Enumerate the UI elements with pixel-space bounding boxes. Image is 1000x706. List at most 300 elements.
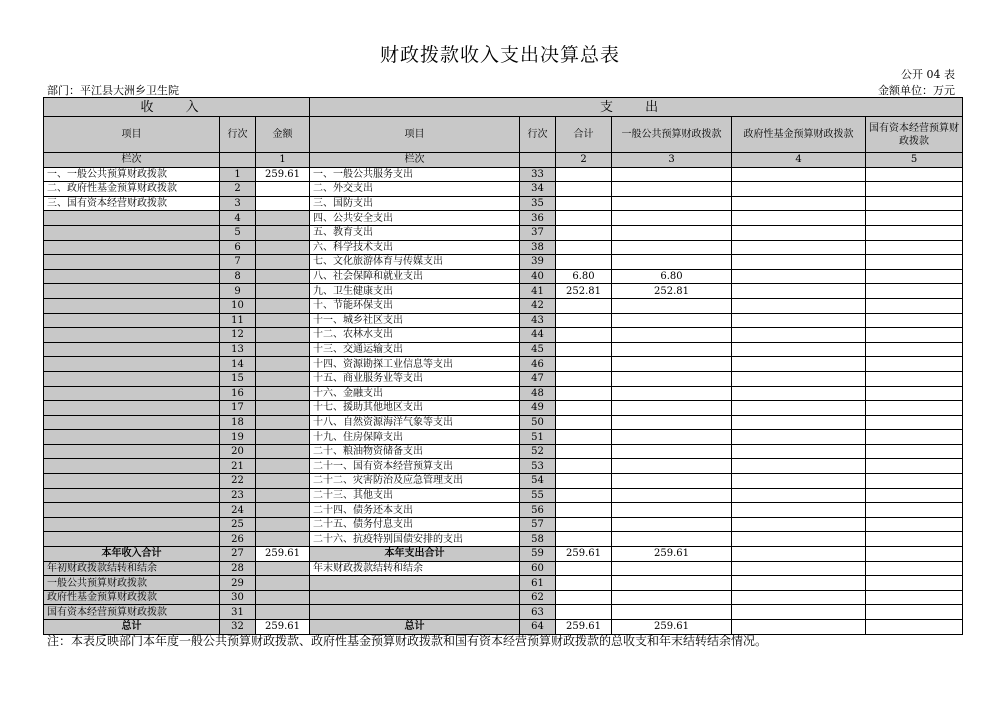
expense-state bbox=[866, 561, 963, 576]
expense-general bbox=[612, 474, 732, 489]
table-row bbox=[44, 401, 963, 416]
expense-line: 56 bbox=[520, 503, 556, 518]
table-row bbox=[44, 269, 963, 284]
expense-line: 58 bbox=[520, 532, 556, 547]
section-header-row bbox=[44, 98, 963, 117]
expense-total-label: 本年支出合计 bbox=[310, 547, 520, 562]
expense-total-state bbox=[866, 620, 963, 635]
expense-item: 二、外交支出 bbox=[310, 182, 520, 197]
income-line: 13 bbox=[220, 342, 256, 357]
table-row bbox=[44, 240, 963, 255]
expense-item: 十六、金融支出 bbox=[310, 386, 520, 401]
expense-line: 38 bbox=[520, 240, 556, 255]
expense-total bbox=[556, 590, 612, 605]
expense-total bbox=[556, 182, 612, 197]
expense-fund bbox=[732, 561, 866, 576]
expense-line: 60 bbox=[520, 561, 556, 576]
expense-total bbox=[556, 576, 612, 591]
lanci-label-left: 栏次 bbox=[44, 153, 220, 168]
expense-item: 年末财政拨款结转和结余 bbox=[310, 561, 520, 576]
expense-state bbox=[866, 415, 963, 430]
expense-state bbox=[866, 167, 963, 182]
expense-general bbox=[612, 605, 732, 620]
expense-general bbox=[612, 488, 732, 503]
income-total-line: 32 bbox=[220, 620, 256, 635]
income-amount bbox=[256, 342, 310, 357]
expense-state bbox=[866, 459, 963, 474]
income-amount bbox=[256, 488, 310, 503]
table-row bbox=[44, 415, 963, 430]
income-item bbox=[44, 386, 220, 401]
table-row bbox=[44, 298, 963, 313]
expense-line: 52 bbox=[520, 444, 556, 459]
income-amount bbox=[256, 196, 310, 211]
expense-total bbox=[556, 371, 612, 386]
expense-item: 十九、住房保障支出 bbox=[310, 430, 520, 445]
income-item bbox=[44, 459, 220, 474]
expense-fund bbox=[732, 386, 866, 401]
table-row bbox=[44, 167, 963, 182]
lanci-row bbox=[44, 153, 963, 168]
expense-state bbox=[866, 430, 963, 445]
income-line: 19 bbox=[220, 430, 256, 445]
expense-item: 六、科学技术支出 bbox=[310, 240, 520, 255]
expense-fund bbox=[732, 415, 866, 430]
income-line: 23 bbox=[220, 488, 256, 503]
expense-line: 57 bbox=[520, 517, 556, 532]
expense-line: 43 bbox=[520, 313, 556, 328]
income-line: 4 bbox=[220, 211, 256, 226]
expense-fund bbox=[732, 371, 866, 386]
header-amount: 金额 bbox=[256, 117, 310, 153]
lanci-4: 4 bbox=[732, 153, 866, 168]
page-title: 财政拨款收入支出决算总表 bbox=[379, 44, 620, 66]
income-amount bbox=[256, 211, 310, 226]
income-item bbox=[44, 532, 220, 547]
expense-item: 十二、农林水支出 bbox=[310, 328, 520, 343]
section-income: 收 入 bbox=[44, 98, 310, 117]
expense-item: 二十三、其他支出 bbox=[310, 488, 520, 503]
income-item bbox=[44, 313, 220, 328]
lanci-2: 2 bbox=[556, 153, 612, 168]
expense-item: 八、社会保障和就业支出 bbox=[310, 269, 520, 284]
expense-line: 39 bbox=[520, 255, 556, 270]
expense-fund bbox=[732, 328, 866, 343]
expense-state bbox=[866, 313, 963, 328]
expense-fund bbox=[732, 255, 866, 270]
income-line: 14 bbox=[220, 357, 256, 372]
expense-line: 45 bbox=[520, 342, 556, 357]
expense-fund bbox=[732, 342, 866, 357]
expense-fund bbox=[732, 196, 866, 211]
lanci-5: 5 bbox=[866, 153, 963, 168]
expense-total bbox=[556, 517, 612, 532]
header-exp-item: 项目 bbox=[310, 117, 520, 153]
expense-total bbox=[556, 313, 612, 328]
expense-line: 49 bbox=[520, 401, 556, 416]
expense-item: 一、一般公共服务支出 bbox=[310, 167, 520, 182]
expense-state bbox=[866, 488, 963, 503]
header-total: 合计 bbox=[556, 117, 612, 153]
table-row bbox=[44, 342, 963, 357]
income-line: 16 bbox=[220, 386, 256, 401]
expense-fund bbox=[732, 284, 866, 299]
expense-fund bbox=[732, 576, 866, 591]
income-line: 15 bbox=[220, 371, 256, 386]
income-amount bbox=[256, 357, 310, 372]
expense-state bbox=[866, 196, 963, 211]
income-item bbox=[44, 255, 220, 270]
expense-state bbox=[866, 386, 963, 401]
income-item bbox=[44, 415, 220, 430]
expense-item: 十八、自然资源海洋气象等支出 bbox=[310, 415, 520, 430]
income-item bbox=[44, 211, 220, 226]
expense-state bbox=[866, 357, 963, 372]
expense-line: 50 bbox=[520, 415, 556, 430]
expense-general bbox=[612, 357, 732, 372]
expense-item: 五、教育支出 bbox=[310, 225, 520, 240]
income-item bbox=[44, 444, 220, 459]
expense-state bbox=[866, 328, 963, 343]
expense-fund bbox=[732, 430, 866, 445]
income-line: 1 bbox=[220, 167, 256, 182]
income-amount bbox=[256, 532, 310, 547]
expense-item bbox=[310, 576, 520, 591]
expense-general bbox=[612, 415, 732, 430]
income-line: 20 bbox=[220, 444, 256, 459]
income-amount bbox=[256, 517, 310, 532]
income-amount bbox=[256, 328, 310, 343]
expense-total bbox=[556, 503, 612, 518]
expense-total bbox=[556, 430, 612, 445]
expense-total-fund bbox=[732, 547, 866, 562]
expense-general bbox=[612, 196, 732, 211]
table-row bbox=[44, 196, 963, 211]
expense-general bbox=[612, 444, 732, 459]
expense-line: 63 bbox=[520, 605, 556, 620]
expense-general bbox=[612, 328, 732, 343]
unit-label: 金额单位：万元 bbox=[878, 84, 955, 97]
expense-line: 47 bbox=[520, 371, 556, 386]
expense-general bbox=[612, 255, 732, 270]
table-row bbox=[44, 328, 963, 343]
footnote: 注：本表反映部门本年度一般公共预算财政拨款、政府性基金预算财政拨款和国有资本经营预算财政拨款的总收支和年末结转结余情况。 bbox=[47, 634, 768, 648]
header-state: 国有资本经营预算财政拨款 bbox=[866, 117, 963, 153]
expense-item: 十三、交通运输支出 bbox=[310, 342, 520, 357]
table-row bbox=[44, 488, 963, 503]
income-item bbox=[44, 371, 220, 386]
income-line: 7 bbox=[220, 255, 256, 270]
expense-state bbox=[866, 182, 963, 197]
income-line: 26 bbox=[220, 532, 256, 547]
expense-item: 十四、资源勘探工业信息等支出 bbox=[310, 357, 520, 372]
expense-item: 二十一、国有资本经营预算支出 bbox=[310, 459, 520, 474]
income-amount bbox=[256, 284, 310, 299]
expense-general bbox=[612, 211, 732, 226]
income-item bbox=[44, 298, 220, 313]
expense-total bbox=[556, 328, 612, 343]
expense-total-state bbox=[866, 547, 963, 562]
expense-general bbox=[612, 576, 732, 591]
income-item: 三、国有资本经营财政拨款 bbox=[44, 196, 220, 211]
expense-line: 41 bbox=[520, 284, 556, 299]
expense-general bbox=[612, 342, 732, 357]
expense-fund bbox=[732, 269, 866, 284]
expense-state bbox=[866, 298, 963, 313]
income-amount bbox=[256, 269, 310, 284]
income-item bbox=[44, 503, 220, 518]
form-number: 公开 04 表 bbox=[901, 68, 955, 81]
expense-line: 53 bbox=[520, 459, 556, 474]
expense-item: 四、公共安全支出 bbox=[310, 211, 520, 226]
expense-fund bbox=[732, 605, 866, 620]
expense-general bbox=[612, 430, 732, 445]
expense-state bbox=[866, 401, 963, 416]
header-line: 行次 bbox=[220, 117, 256, 153]
total-row bbox=[44, 547, 963, 562]
expense-line: 54 bbox=[520, 474, 556, 489]
income-amount bbox=[256, 561, 310, 576]
expense-state bbox=[866, 240, 963, 255]
table-row bbox=[44, 313, 963, 328]
expense-state bbox=[866, 576, 963, 591]
income-line: 2 bbox=[220, 182, 256, 197]
expense-total bbox=[556, 415, 612, 430]
income-line: 30 bbox=[220, 590, 256, 605]
expense-fund bbox=[732, 488, 866, 503]
income-total-amount: 259.61 bbox=[256, 547, 310, 562]
expense-item: 二十四、债务还本支出 bbox=[310, 503, 520, 518]
expense-item: 十、节能环保支出 bbox=[310, 298, 520, 313]
table-row bbox=[44, 357, 963, 372]
expense-general bbox=[612, 298, 732, 313]
income-item: 政府性基金预算财政拨款 bbox=[44, 590, 220, 605]
income-line: 10 bbox=[220, 298, 256, 313]
expense-total bbox=[556, 605, 612, 620]
expense-line: 36 bbox=[520, 211, 556, 226]
income-line: 25 bbox=[220, 517, 256, 532]
income-item bbox=[44, 342, 220, 357]
expense-item: 十七、援助其他地区支出 bbox=[310, 401, 520, 416]
expense-total bbox=[556, 342, 612, 357]
income-line: 29 bbox=[220, 576, 256, 591]
expense-total bbox=[556, 488, 612, 503]
expense-line: 37 bbox=[520, 225, 556, 240]
income-total-line: 27 bbox=[220, 547, 256, 562]
expense-fund bbox=[732, 182, 866, 197]
expense-fund bbox=[732, 503, 866, 518]
income-total-label: 总计 bbox=[44, 620, 220, 635]
income-item bbox=[44, 474, 220, 489]
expense-fund bbox=[732, 590, 866, 605]
expense-general bbox=[612, 167, 732, 182]
expense-item bbox=[310, 590, 520, 605]
income-item: 年初财政拨款结转和结余 bbox=[44, 561, 220, 576]
expense-general bbox=[612, 590, 732, 605]
expense-state bbox=[866, 605, 963, 620]
expense-total bbox=[556, 561, 612, 576]
expense-line: 40 bbox=[520, 269, 556, 284]
expense-fund bbox=[732, 357, 866, 372]
expense-state bbox=[866, 211, 963, 226]
income-amount bbox=[256, 182, 310, 197]
expense-total bbox=[556, 298, 612, 313]
income-amount bbox=[256, 503, 310, 518]
table-row bbox=[44, 474, 963, 489]
income-item bbox=[44, 430, 220, 445]
expense-general bbox=[612, 532, 732, 547]
expense-general: 6.80 bbox=[612, 269, 732, 284]
table-row bbox=[44, 284, 963, 299]
expense-item: 三、国防支出 bbox=[310, 196, 520, 211]
table-row bbox=[44, 459, 963, 474]
expense-fund bbox=[732, 240, 866, 255]
expense-state bbox=[866, 269, 963, 284]
expense-state bbox=[866, 590, 963, 605]
lanci-empty bbox=[520, 153, 556, 168]
income-item bbox=[44, 517, 220, 532]
expense-general bbox=[612, 386, 732, 401]
income-amount bbox=[256, 474, 310, 489]
department-label: 部门：平江县大洲乡卫生院 bbox=[47, 84, 179, 97]
expense-item: 二十六、抗疫特别国债安排的支出 bbox=[310, 532, 520, 547]
lanci-3: 3 bbox=[612, 153, 732, 168]
income-line: 17 bbox=[220, 401, 256, 416]
income-line: 5 bbox=[220, 225, 256, 240]
income-item bbox=[44, 488, 220, 503]
income-item bbox=[44, 357, 220, 372]
income-amount bbox=[256, 371, 310, 386]
income-amount bbox=[256, 401, 310, 416]
income-amount bbox=[256, 225, 310, 240]
expense-total bbox=[556, 357, 612, 372]
table-row bbox=[44, 371, 963, 386]
expense-item: 二十五、债务付息支出 bbox=[310, 517, 520, 532]
expense-total bbox=[556, 196, 612, 211]
income-item bbox=[44, 284, 220, 299]
expense-total bbox=[556, 240, 612, 255]
income-item: 国有资本经营预算财政拨款 bbox=[44, 605, 220, 620]
expense-total-general: 259.61 bbox=[612, 547, 732, 562]
income-item bbox=[44, 328, 220, 343]
expense-state bbox=[866, 342, 963, 357]
expense-state bbox=[866, 284, 963, 299]
income-amount bbox=[256, 576, 310, 591]
table-row bbox=[44, 605, 963, 620]
header-exp-line: 行次 bbox=[520, 117, 556, 153]
expense-total-line: 64 bbox=[520, 620, 556, 635]
income-item bbox=[44, 240, 220, 255]
income-amount bbox=[256, 430, 310, 445]
expense-item: 二十、粮油物资储备支出 bbox=[310, 444, 520, 459]
expense-total bbox=[556, 401, 612, 416]
income-item bbox=[44, 269, 220, 284]
expense-fund bbox=[732, 225, 866, 240]
table-row bbox=[44, 503, 963, 518]
expense-line: 46 bbox=[520, 357, 556, 372]
expense-state bbox=[866, 503, 963, 518]
income-line: 9 bbox=[220, 284, 256, 299]
expense-item: 十五、商业服务业等支出 bbox=[310, 371, 520, 386]
income-amount bbox=[256, 255, 310, 270]
expense-fund bbox=[732, 211, 866, 226]
table-row bbox=[44, 386, 963, 401]
expense-total: 6.80 bbox=[556, 269, 612, 284]
expense-item bbox=[310, 605, 520, 620]
expense-state bbox=[866, 444, 963, 459]
income-amount bbox=[256, 415, 310, 430]
table-row bbox=[44, 430, 963, 445]
expense-general bbox=[612, 401, 732, 416]
income-line: 12 bbox=[220, 328, 256, 343]
expense-total bbox=[556, 532, 612, 547]
expense-fund bbox=[732, 167, 866, 182]
expense-total: 252.81 bbox=[556, 284, 612, 299]
expense-total bbox=[556, 167, 612, 182]
expense-general bbox=[612, 240, 732, 255]
expense-total bbox=[556, 225, 612, 240]
expense-line: 48 bbox=[520, 386, 556, 401]
column-header-row bbox=[44, 117, 963, 153]
income-line: 28 bbox=[220, 561, 256, 576]
expense-total bbox=[556, 211, 612, 226]
table-row bbox=[44, 590, 963, 605]
income-amount: 259.61 bbox=[256, 167, 310, 182]
expense-state bbox=[866, 371, 963, 386]
income-line: 21 bbox=[220, 459, 256, 474]
income-amount bbox=[256, 313, 310, 328]
expense-total bbox=[556, 459, 612, 474]
expense-line: 44 bbox=[520, 328, 556, 343]
income-line: 31 bbox=[220, 605, 256, 620]
income-item: 一般公共预算财政拨款 bbox=[44, 576, 220, 591]
expense-state bbox=[866, 532, 963, 547]
income-item bbox=[44, 401, 220, 416]
table-row bbox=[44, 225, 963, 240]
expense-total bbox=[556, 474, 612, 489]
expense-item: 九、卫生健康支出 bbox=[310, 284, 520, 299]
section-expense: 支 出 bbox=[310, 98, 963, 117]
expense-general bbox=[612, 459, 732, 474]
income-item bbox=[44, 225, 220, 240]
income-amount bbox=[256, 298, 310, 313]
expense-fund bbox=[732, 532, 866, 547]
expense-line: 51 bbox=[520, 430, 556, 445]
expense-total bbox=[556, 386, 612, 401]
lanci-empty bbox=[220, 153, 256, 168]
table-row bbox=[44, 561, 963, 576]
income-total-amount: 259.61 bbox=[256, 620, 310, 635]
table-row bbox=[44, 182, 963, 197]
expense-total bbox=[556, 444, 612, 459]
expense-fund bbox=[732, 459, 866, 474]
expense-line: 34 bbox=[520, 182, 556, 197]
income-amount bbox=[256, 444, 310, 459]
expense-general bbox=[612, 561, 732, 576]
expense-line: 33 bbox=[520, 167, 556, 182]
expense-item: 二十二、灾害防治及应急管理支出 bbox=[310, 474, 520, 489]
header-general: 一般公共预算财政拨款 bbox=[612, 117, 732, 153]
table-row bbox=[44, 211, 963, 226]
expense-item: 七、文化旅游体育与传媒支出 bbox=[310, 255, 520, 270]
expense-line: 55 bbox=[520, 488, 556, 503]
expense-line: 35 bbox=[520, 196, 556, 211]
budget-table bbox=[43, 97, 963, 635]
expense-line: 42 bbox=[520, 298, 556, 313]
expense-fund bbox=[732, 401, 866, 416]
table-row bbox=[44, 532, 963, 547]
expense-fund bbox=[732, 313, 866, 328]
